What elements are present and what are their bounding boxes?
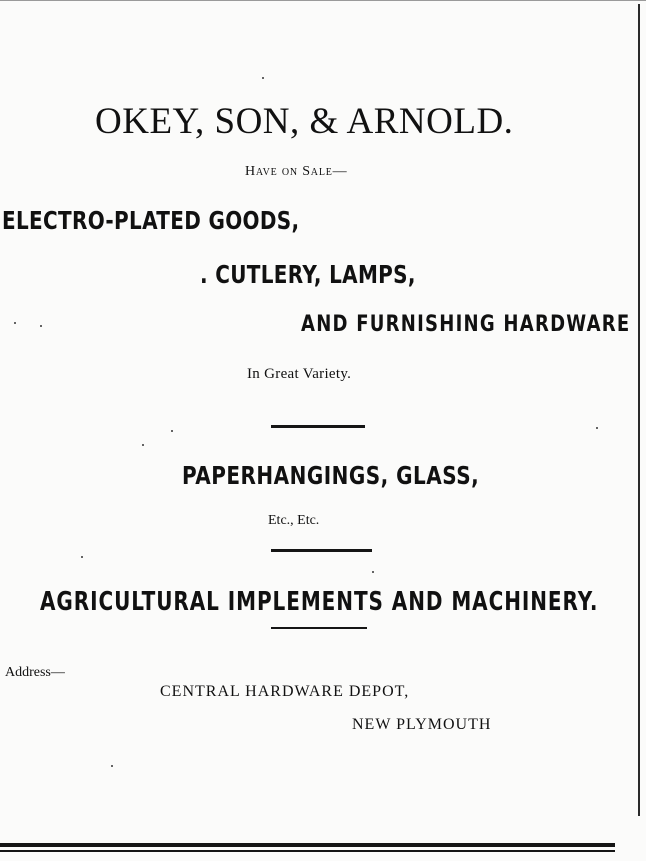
- column-rule: [638, 4, 640, 816]
- address-label: Address—: [5, 665, 65, 680]
- print-speck: [262, 77, 264, 79]
- print-speck: [14, 322, 16, 324]
- goods-line-electro-plated: ELECTRO-PLATED GOODS,: [2, 206, 300, 235]
- goods-line-cutlery-lamps: . CUTLERY, LAMPS,: [200, 260, 416, 289]
- top-edge-rule: [0, 0, 646, 1]
- bottom-border-rule: [0, 850, 615, 852]
- firm-name-heading: OKEY, SON, & ARNOLD.: [95, 101, 514, 142]
- print-speck: [372, 571, 374, 573]
- print-speck: [171, 430, 173, 432]
- have-on-sale-text: Have on Sale—: [245, 164, 348, 179]
- divider-rule: [271, 549, 372, 552]
- bottom-border-rule: [0, 843, 615, 847]
- variety-note: In Great Variety.: [247, 366, 352, 382]
- divider-rule: [271, 627, 367, 629]
- etc-text: Etc., Etc.: [268, 513, 320, 528]
- address-depot: CENTRAL HARDWARE DEPOT,: [160, 683, 410, 700]
- print-speck: [81, 556, 83, 558]
- goods-line-furnishing-hardware: AND FURNISHING HARDWARE: [301, 312, 631, 337]
- goods-line-paperhangings-glass: PAPERHANGINGS, GLASS,: [182, 461, 480, 490]
- print-speck: [596, 427, 598, 429]
- goods-line-agricultural: AGRICULTURAL IMPLEMENTS AND MACHINERY.: [40, 587, 599, 617]
- print-speck: [111, 765, 113, 767]
- divider-rule: [271, 425, 365, 428]
- print-speck: [142, 444, 144, 446]
- print-speck: [40, 325, 42, 327]
- address-town: NEW PLYMOUTH: [352, 716, 492, 733]
